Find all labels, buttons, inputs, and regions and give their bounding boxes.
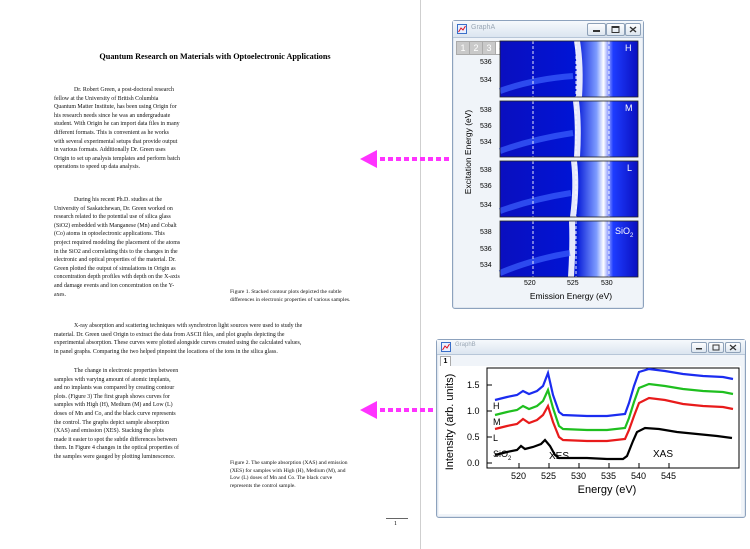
text-line: samples with High (H), Medium (M) and Low (L): [54, 402, 173, 409]
text-line: During his recent Ph.D. studies at the: [74, 197, 163, 203]
document-title: Quantum Research on Materials with Optoelectronic Applications: [99, 52, 331, 61]
ytick: 538: [480, 107, 492, 114]
graphA-ylabel: Excitation Energy (eV): [463, 109, 473, 195]
text-line: and damage events and ion concentration on the Y-: [54, 282, 175, 289]
graphB-xlabel: Energy (eV): [577, 484, 637, 496]
sio2-label-text: SiO: [615, 226, 631, 236]
text-line: experimental absorption. These curves were plotted alongside curves created using the calculated values,: [54, 340, 302, 347]
ytick: 1.5: [467, 380, 480, 390]
arrow-to-graphB: [360, 401, 433, 419]
contour-panel-H: [500, 41, 638, 97]
arrow-to-graphA: [360, 150, 455, 168]
graphB-title: GraphB: [455, 342, 476, 348]
graphA-window[interactable]: [452, 20, 644, 309]
text-line: made it easier to spot the subtle differences between: [54, 436, 177, 443]
ytick: 1.0: [467, 406, 480, 416]
annotation-XES: XES: [549, 451, 570, 462]
caption-line: Figure 2. The sample absorption (XAS) and emission: [230, 460, 348, 466]
panel-label-M: M: [625, 103, 633, 113]
ytick: 536: [480, 183, 492, 190]
text-line: The change in electronic properties between: [74, 368, 179, 374]
ytick: 534: [480, 139, 492, 146]
curve-SiO2: [495, 428, 732, 459]
text-line: in panel graphs. Comparing the two helped pinpoint the locations of the ions in the silica glass.: [54, 348, 278, 355]
contour-panel-M: [500, 101, 638, 157]
layer-tab-1[interactable]: 1: [456, 41, 470, 55]
text-line: doses of Mn and Co, and the black curve represents: [54, 410, 176, 417]
graphA-title: GraphA: [471, 24, 496, 31]
text-line: X-ray absorption and scattering techniques with synchrotron light sources were used to study the: [74, 323, 303, 329]
text-line: student. With Origin he can import data files in many: [54, 121, 180, 128]
ytick: 534: [480, 202, 492, 209]
text-line: research related to the potential use of silica glass: [54, 214, 171, 221]
annotation-XAS: XAS: [653, 449, 674, 460]
layer-tab-1[interactable]: 1: [440, 356, 451, 367]
curve-label-H: H: [493, 401, 500, 411]
panel-label-SiO2: [615, 226, 633, 239]
curve-label-L: L: [493, 433, 499, 443]
text-line: Green plotted the output of simulations in Origin as: [54, 265, 176, 272]
xtick: 520: [511, 471, 527, 481]
panel-label-H: H: [625, 43, 632, 53]
text-line: in the SiO2 and correlating this to the changes in the: [54, 248, 178, 255]
text-line: in various formats. Additionally Dr. Green uses: [54, 147, 166, 154]
sio2-label-text: SiO: [493, 449, 509, 459]
ytick: 536: [480, 246, 492, 253]
ytick: 538: [480, 167, 492, 174]
xtick: 540: [631, 471, 647, 481]
xtick: 535: [601, 471, 617, 481]
caption-line: Figure 1. Stacked contour plots depicted the subtle: [230, 289, 342, 295]
xtick: 530: [601, 280, 613, 287]
text-line: Dr. Robert Green, a post-doctoral research: [74, 87, 174, 93]
ytick: 534: [480, 262, 492, 269]
contour-panel-L: [500, 161, 638, 217]
caption-line: represents the control sample.: [230, 482, 296, 489]
caption-line: differences in electronic properties of various samples.: [230, 296, 351, 303]
xtick: 525: [541, 471, 557, 481]
text-line: (XAS) and emission (XES). Stacking the plots: [54, 428, 164, 435]
xtick: 530: [571, 471, 587, 481]
text-line: them. In Figure 4 changes in the optical properties of: [54, 445, 179, 452]
page-number: 1: [394, 521, 397, 527]
graphB-ylabel: Intensity (arb. units): [444, 373, 456, 471]
text-line: material. Dr. Green used Origin to extract the data from ASCII files, and plot graphs depicting the: [54, 331, 285, 338]
text-line: plots. (Figure 3) The first graph shows curves for: [54, 393, 170, 400]
sio2-subscript: 2: [508, 455, 512, 462]
graphA-xlabel: Emission Energy (eV): [529, 291, 613, 301]
xtick: 545: [661, 471, 677, 481]
text-line: fellow at the University of British Columbia: [54, 95, 159, 102]
text-line: concentration depth profiles with depth on the X-axis: [54, 274, 180, 281]
caption-line: (XES) for samples with High (H), Medium (M), and: [230, 467, 346, 474]
ytick: 0.5: [467, 432, 480, 442]
ytick: 0.0: [467, 458, 480, 468]
xtick: 520: [524, 280, 536, 287]
text-line: University of Saskatchewan, Dr. Green worked on: [54, 205, 173, 212]
text-line: operations to speed up data analysis.: [54, 164, 141, 171]
graphB-window[interactable]: [436, 339, 746, 518]
text-line: Quantum Matter Institute, has been using Origin for: [54, 104, 177, 111]
text-line: Origin to set up analysis templates and perform batch: [54, 155, 180, 162]
curve-label-SiO2: [493, 449, 511, 462]
text-line: (Co) atoms in optoelectronic applications. This: [54, 231, 165, 238]
ytick: 536: [480, 59, 492, 66]
sio2-subscript: 2: [630, 232, 634, 239]
panel-label-L: L: [627, 163, 633, 173]
ytick: 536: [480, 123, 492, 130]
xtick: 525: [567, 280, 579, 287]
text-line: (SiO2) embedded with Manganese (Mn) and Cobalt: [54, 222, 177, 229]
text-line: project required modeling the placement of the atoms: [54, 239, 181, 246]
text-line: different formats. This is convenient as he works: [54, 129, 169, 136]
text-line: with several experimental setups that provide output: [54, 138, 178, 145]
ytick: 534: [480, 77, 492, 84]
ytick: 538: [480, 229, 492, 236]
text-line: and no implants was compared by creating contour: [54, 385, 175, 392]
text-line: the samples were gauged by plotting luminescence.: [54, 453, 176, 460]
text-line: axes.: [54, 291, 66, 298]
layer-tab-3[interactable]: 3: [482, 41, 496, 55]
caption-line: Low (L) doses of Mn and Co. The black curve: [230, 475, 333, 482]
text-line: electronic and optical properties of the material. Dr.: [54, 257, 176, 264]
curve-label-M: M: [493, 417, 501, 427]
text-line: samples with varying amount of atomic implants,: [54, 376, 171, 383]
text-line: his research needs since he was an undergraduate: [54, 112, 171, 119]
layer-tab-2[interactable]: 2: [469, 41, 483, 55]
text-line: the control. The graphs depict sample absorption: [54, 419, 169, 426]
